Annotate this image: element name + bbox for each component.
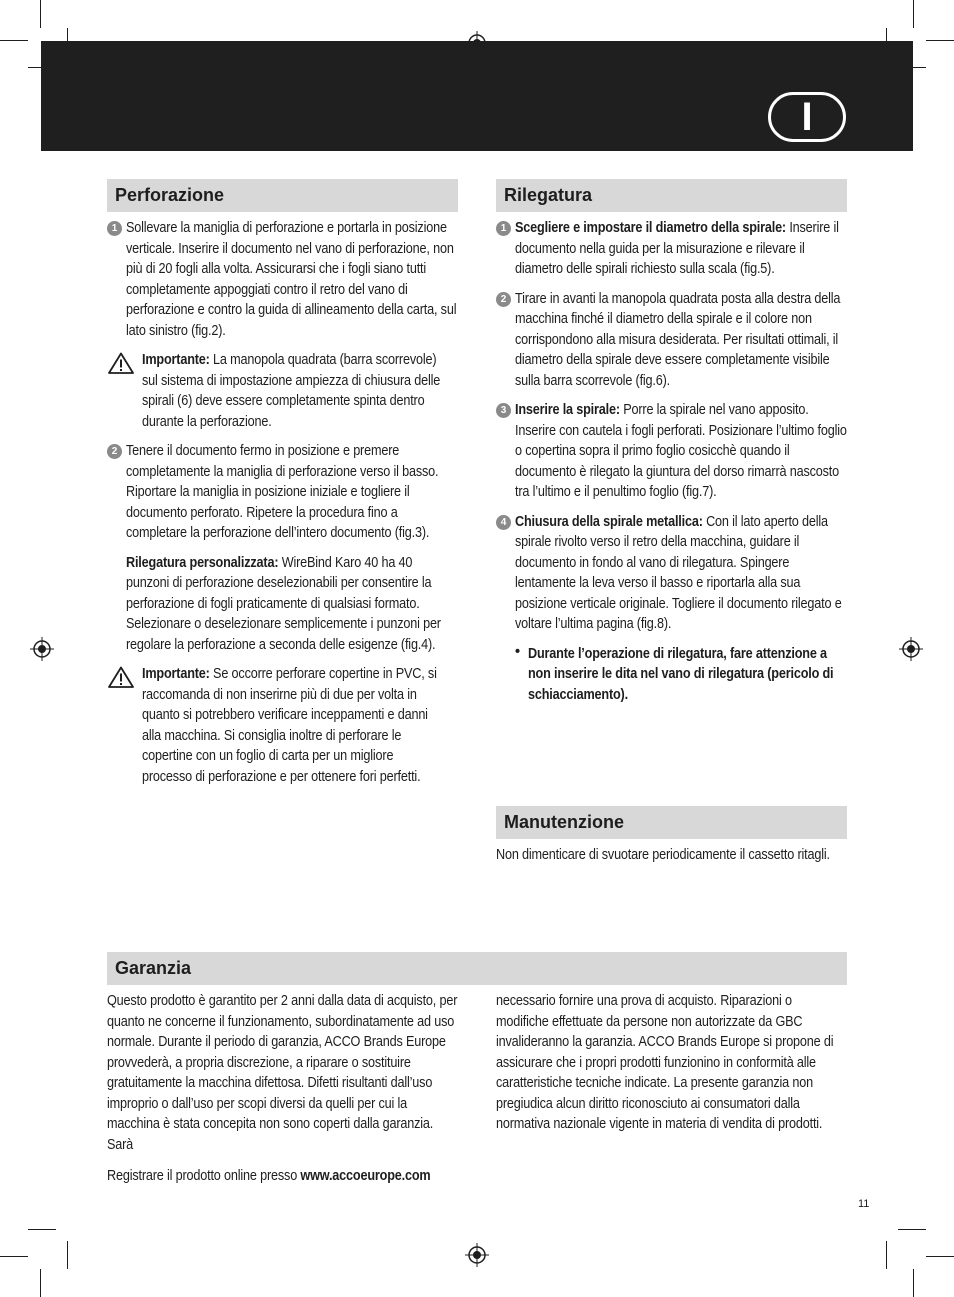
step-number: 3 [496,403,511,418]
step-label: Scegliere e impostare il diametro della spirale: [515,220,786,236]
crop-mark [0,1256,28,1257]
step-1 [496,218,847,280]
warning-label: Importante: [142,352,210,368]
step-text: Sollevare la maniglia di perforazione e portarla in posizione verticale. Inserire il documento nel vano di perforazione, non più di 20 fogli alla volta. Assicurarsi che i fogli siano tutti completamente appoggiati contro il retro del vano di perforazione e contro la guida di allineamento della carta, sul lato sinistro (fig.2). [126,220,457,339]
manutenzione-text [496,845,847,866]
language-badge: I [768,92,846,142]
registration-mark-icon [899,637,923,661]
warning-2 [107,664,458,787]
step-number: 2 [107,444,122,459]
register-link[interactable]: www.accoeurope.com [300,1168,431,1184]
crop-mark [40,1269,41,1297]
step-1 [107,218,458,341]
warranty-right-column [496,991,847,1135]
crop-mark [913,1269,914,1297]
warning-text: La manopola quadrata (barra scorrevole) sul sistema di impostazione ampiezza di chiusura delle spirali (6) deve essere completamente spinta dentro durante la perforazione. [142,352,441,430]
crop-mark [67,1241,68,1269]
bullet-dot: • [515,643,521,660]
warning-text: Se occorre perforare copertine in PVC, si raccomanda di non inserirne più di due per volta in quanto si potrebbero verificare inceppamenti e danni alla macchina. Si consiglia inoltre di perforare le copertine con un foglio di carta per un migliore processo di perforazione e per ottenere fori perfetti. [142,666,437,785]
note-label: Rilegatura personalizzata: [126,554,279,571]
warning-1 [107,350,458,432]
warranty-text-right: necessario fornire una prova di acquisto. Riparazioni o modifiche effettuate da persone non autorizzate da GBC invalideranno la garanzia. ACCO Brands Europe si propone di assicurare che i propri prodotti funzionino in conformità alle caratteristiche tecniche indicate. La presente garanzia non pregiudica alcun diritto riconosciuto ai consumatori dalla normativa nazionale vigente in materia di vendita di prodotti. [496,993,834,1132]
crop-mark [926,1256,954,1257]
warranty-text-left: Questo prodotto è garantito per 2 anni dalla data di acquisto, per quanto ne concerne il funzionamento, subordinatamente ad uso normale. Durante il periodo di garanzia, ACCO Brands Europe provvederà, a propria discrezione, a riparare o sostituire gratuitamente la macchina difettosa. Difetti risultanti dall’uso improprio o dall’uso per scopi diversi da quelli per cui la macchina è stata concepita non sono coperti dalla garanzia. Sarà [107,993,458,1153]
crop-mark [0,40,28,41]
step-text: Porre la spirale nel vano apposito. Inserire con cautela i fogli perforati. Posizionare l’ultimo foglio o copertina sopra il primo foglio cosicchè quando il documento è rilegato la giuntura del dorso rimarrà nascosto tra l’ultimo e il penultimo foglio (fig.7). [515,402,847,500]
registration-mark-icon [465,1243,489,1267]
step-text: Inserire il documento nella guida per la misurazione e rilevare il diametro delle spirali richiesto sulla scala (fig.5). [515,220,839,277]
maintenance-text: Non dimenticare di svuotare periodicamente il cassetto ritagli. [496,847,830,863]
step-text: Tenere il documento fermo in posizione e premere completamente la maniglia di perforazione verso il basso. Riportare la maniglia in posizione iniziale e togliere il documento perforato. Ripetere la procedura fino a completare la perforazione dell’intero documento (fig.3). [126,443,439,541]
step-number: 4 [496,515,511,530]
crop-mark [28,1229,56,1230]
registration-line [107,1166,607,1187]
registration-mark-icon [30,637,54,661]
step-number: 2 [496,292,511,307]
section-heading-rilegatura: Rilegatura [496,179,847,212]
note-text: WireBind Karo 40 ha 40 punzoni di perforazione deselezionabili per consentire la perforazione di fogli praticamente di qualsiasi formato. Selezionare o deselezionare semplicemente i punzoni per regolare la perforazione a seconda delle esigenze (fig.4). [126,554,441,653]
step-text: Tirare in avanti la manopola quadrata posta alla destra della macchina finché il diametro della spirale e il colore non corrispondono alla misura desiderata. Per risultati ottimali, il diametro della spirale deve essere completamente visibile sulla barra scorrevole (fig.6). [515,290,841,389]
section-heading-garanzia: Garanzia [107,952,847,985]
warning-icon [108,666,134,688]
step-number: 1 [107,221,122,236]
safety-bullet [496,644,847,706]
page-number: 11 [858,1198,870,1210]
step-label: Inserire la spirale: [515,402,620,418]
bullet-text: Durante l’operazione di rilegatura, fare attenzione a non inserire le dita nel vano di rilegatura (pericolo di schiacciamento). [528,645,834,703]
crop-mark [40,0,41,28]
section-heading-manutenzione: Manutenzione [496,806,847,839]
step-4 [496,512,847,635]
warning-icon [108,352,134,374]
warranty-left-column [107,991,458,1155]
step-3 [496,400,847,503]
register-text: Registrare il prodotto online presso [107,1168,301,1184]
crop-mark [898,1229,926,1230]
step-text: Con il lato aperto della spirale rivolto verso il retro della macchina, guidare il documento in fondo al vano di rilegatura. Spingere lentamente la leva verso il basso e riportarla alla sua posizione verticale originale. Togliere il documento rilegato e voltare l’ultima pagina (fig.8). [515,513,842,632]
crop-mark [886,1241,887,1269]
crop-mark [926,40,954,41]
step-2 [496,289,847,392]
rilegatura-column [496,218,847,705]
section-heading-perforazione: Perforazione [107,179,458,212]
step-label: Chiusura della spirale metallica: [515,513,703,530]
warning-label: Importante: [142,666,210,682]
registration-mark-icon [465,31,489,55]
custom-binding-note [107,553,458,656]
step-number: 1 [496,221,511,236]
step-2 [107,441,458,544]
perforazione-column [107,218,458,796]
crop-mark [913,0,914,28]
